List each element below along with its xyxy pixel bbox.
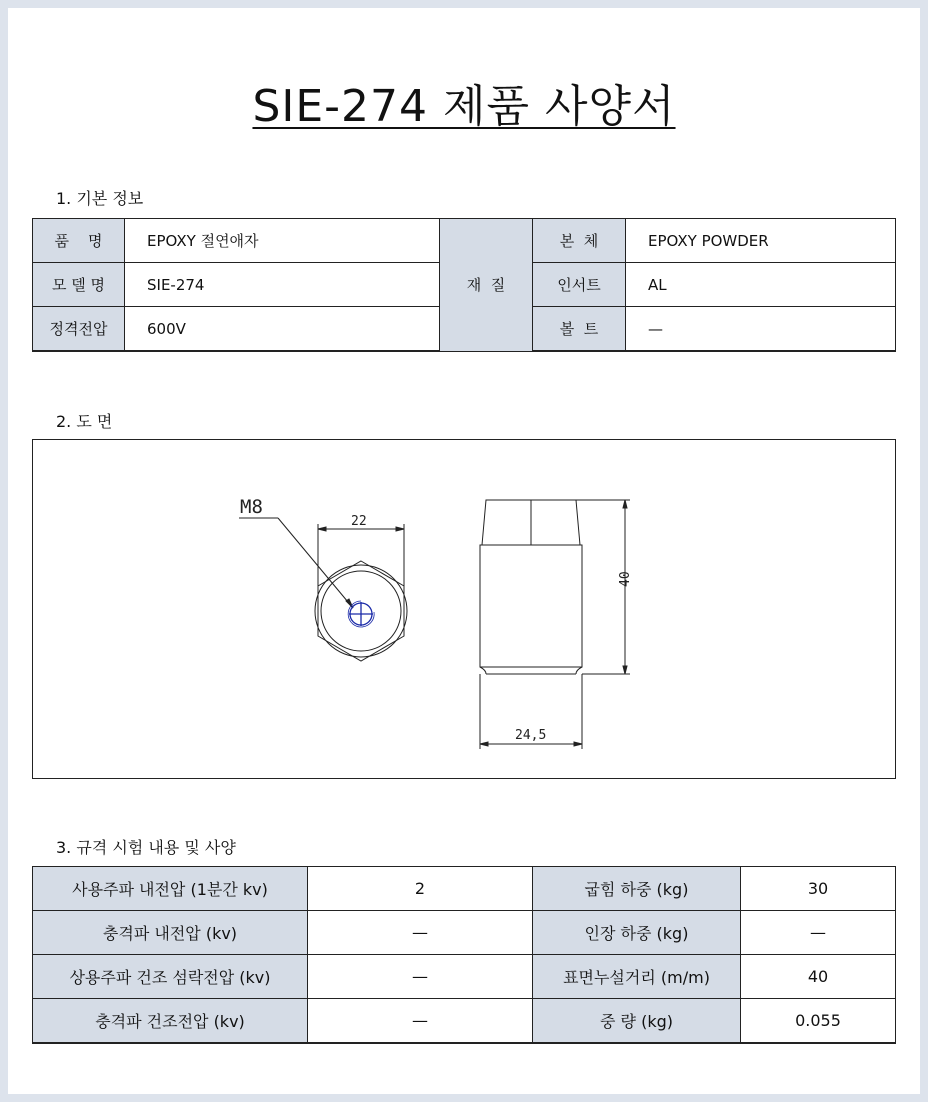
- basic-info-table: [32, 218, 896, 352]
- insert-value: AL: [626, 263, 896, 307]
- m8-leader: [278, 518, 353, 608]
- spec-label: 사용주파 내전압 (1분간 kv): [33, 867, 308, 911]
- spec-label: 인장 하중 (kg): [533, 911, 741, 955]
- voltage-value: 600V: [125, 307, 440, 352]
- name-label: 품 명: [33, 219, 125, 263]
- voltage-label: 정격전압: [33, 307, 125, 352]
- drawing-svg: [33, 440, 895, 778]
- spec-value: 30: [741, 867, 896, 911]
- spec-label: 표면누설거리 (m/m): [533, 955, 741, 999]
- spec-table: [32, 866, 896, 1044]
- spec-value: —: [741, 911, 896, 955]
- material-label: 재 질: [440, 219, 533, 352]
- spec-value: —: [308, 955, 533, 999]
- model-label: 모 델 명: [33, 263, 125, 307]
- table-row: [33, 911, 896, 955]
- table-row: [33, 999, 896, 1044]
- base-dim-label: 24,5: [515, 728, 547, 743]
- model-value: SIE-274: [125, 263, 440, 307]
- spec-value: 2: [308, 867, 533, 911]
- insert-label: 인서트: [533, 263, 626, 307]
- thread-label: M8: [240, 496, 263, 518]
- spec-value: —: [308, 911, 533, 955]
- width-dim-label: 22: [351, 514, 367, 529]
- table-row: [33, 219, 896, 263]
- technical-drawing: [32, 439, 896, 779]
- spec-label: 충격파 내전압 (kv): [33, 911, 308, 955]
- side-body: [480, 545, 582, 667]
- spec-value: —: [308, 999, 533, 1044]
- table-row: [33, 867, 896, 911]
- body-value: EPOXY POWDER: [626, 219, 896, 263]
- bolt-label: 볼 트: [533, 307, 626, 352]
- table-row: [33, 955, 896, 999]
- page-title: SIE-274 제품 사양서: [252, 81, 676, 132]
- name-value: EPOXY 절연애자: [125, 219, 440, 263]
- height-dim-label: 40: [618, 571, 633, 587]
- section-spec-heading: 3. 규격 시험 내용 및 사양: [56, 838, 236, 857]
- spec-value: 40: [741, 955, 896, 999]
- spec-value: 0.055: [741, 999, 896, 1044]
- spec-label: 굽힘 하중 (kg): [533, 867, 741, 911]
- spec-label: 중 량 (kg): [533, 999, 741, 1044]
- spec-label: 충격파 건조전압 (kv): [33, 999, 308, 1044]
- section-drawing-heading: 2. 도 면: [56, 412, 113, 431]
- body-label: 본 체: [533, 219, 626, 263]
- spec-label: 상용주파 건조 섬락전압 (kv): [33, 955, 308, 999]
- section-basic-heading: 1. 기본 정보: [56, 189, 144, 208]
- spec-sheet: [8, 8, 920, 1094]
- bolt-value: —: [626, 307, 896, 352]
